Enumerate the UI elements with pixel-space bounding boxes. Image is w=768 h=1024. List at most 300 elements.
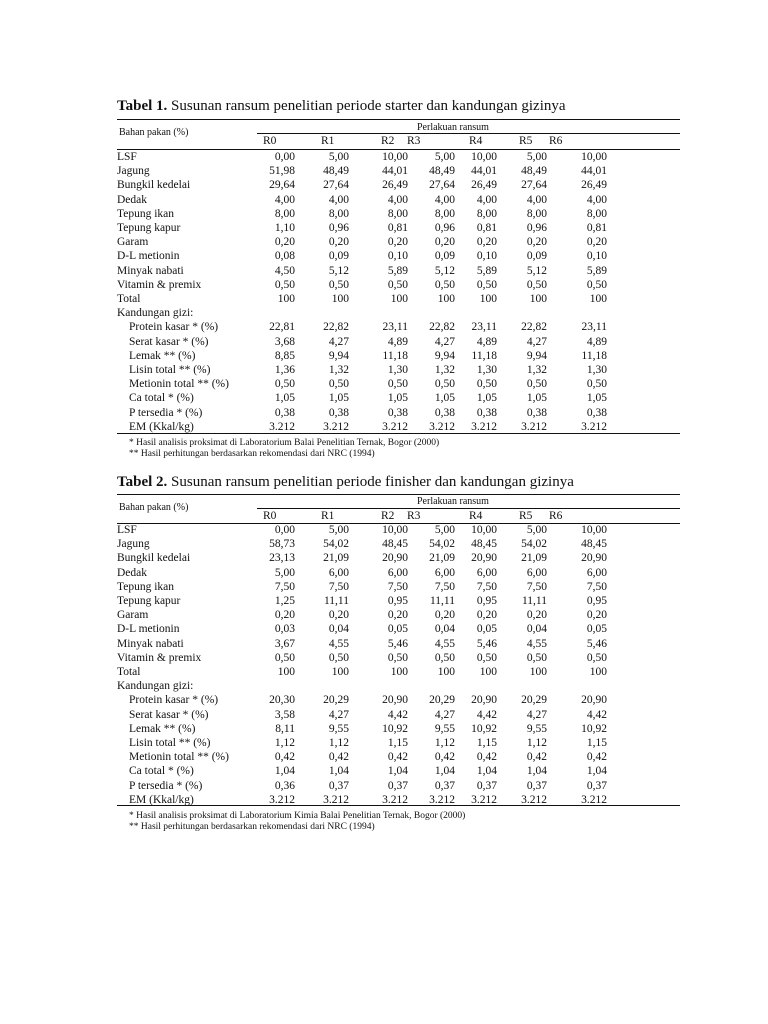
row-label: Total	[117, 293, 141, 305]
cell-r2: 1,05	[387, 392, 408, 405]
row-label: Protein kasar * (%)	[129, 694, 219, 707]
cell-r0: 0,20	[274, 609, 295, 622]
cell-r0: 0,03	[274, 623, 295, 636]
table-1-footnote-1: * Hasil analisis proksimat di Laboratorium Balai Penelitian Ternak, Bogor (2000)	[129, 438, 440, 448]
cell-r1: 1,04	[328, 765, 349, 778]
cell-r5: 0,20	[526, 609, 547, 622]
cell-r0: 23,13	[269, 552, 295, 565]
cell-r0: 8,11	[275, 722, 295, 735]
row-label: Tepung kapur	[117, 595, 181, 607]
table-1-stub-header: Bahan pakan (%)	[119, 127, 189, 138]
cell-r2: 23,11	[382, 321, 408, 334]
cell-r2: 20,90	[382, 694, 408, 707]
cell-r4: 0,38	[476, 406, 497, 419]
table-row	[117, 608, 680, 622]
cell-r2: 0,05	[387, 623, 408, 636]
cell-r5: 1,05	[526, 392, 547, 405]
cell-r4: 4,42	[476, 708, 497, 721]
table-1-top-rule	[117, 119, 680, 120]
cell-r2: 4,00	[387, 193, 408, 206]
cell-r6: 1,30	[586, 364, 607, 376]
cell-r4: 0,81	[476, 222, 497, 234]
nutrient-row	[117, 377, 680, 391]
cell-r5: 0,50	[526, 278, 547, 291]
cell-r0: 4,50	[274, 264, 295, 277]
cell-r2: 5,89	[387, 264, 408, 277]
cell-r0: 0,00	[274, 524, 295, 536]
cell-r1: 3.212	[323, 420, 349, 433]
column-header-r0: R0	[263, 510, 277, 522]
cell-r2: 44,01	[382, 165, 408, 178]
cell-r4: 100	[479, 666, 497, 678]
cell-r2: 1,04	[387, 765, 408, 778]
cell-r6: 26,49	[581, 179, 607, 192]
row-label: P tersedia * (%)	[129, 406, 203, 419]
cell-r2: 0,95	[387, 595, 408, 607]
row-label: Garam	[117, 609, 149, 622]
cell-r1: 5,00	[328, 524, 349, 536]
cell-r4: 0,05	[476, 623, 497, 636]
cell-r2: 100	[390, 293, 408, 305]
cell-r6: 100	[589, 293, 607, 305]
cell-r6: 0,81	[586, 222, 607, 234]
row-label: Serat kasar * (%)	[129, 708, 209, 721]
cell-r5: 5,00	[526, 524, 547, 536]
cell-r1: 0,50	[328, 651, 349, 664]
cell-r0: 8,85	[274, 349, 295, 362]
cell-r3: 0,50	[434, 651, 455, 664]
table-row	[117, 278, 680, 292]
cell-r0: 20,30	[269, 694, 295, 707]
cell-r3: 3.212	[429, 420, 455, 433]
cell-r0: 5,00	[274, 566, 295, 579]
cell-r1: 5,00	[328, 151, 349, 163]
row-label: Tepung ikan	[117, 207, 175, 220]
nutrient-row	[117, 764, 680, 778]
column-header-r2: R2	[381, 135, 395, 147]
cell-r0: 1,04	[274, 765, 295, 778]
cell-r4: 5,46	[476, 637, 497, 650]
cell-r0: 1,36	[274, 364, 295, 376]
cell-r5: 9,55	[526, 722, 547, 735]
cell-r3: 0,09	[434, 250, 455, 263]
column-header-r4: R4	[469, 135, 483, 147]
cell-r5: 5,00	[526, 151, 547, 163]
cell-r1: 3.212	[323, 793, 349, 806]
cell-r4: 3.212	[471, 793, 497, 806]
cell-r6: 0,37	[586, 779, 607, 792]
cell-r3: 11,11	[429, 595, 455, 607]
nutrient-row	[117, 406, 680, 420]
nutrient-section-header	[117, 679, 680, 693]
cell-r5: 0,42	[526, 751, 547, 764]
row-label: Tepung kapur	[117, 222, 181, 234]
cell-r3: 8,00	[434, 207, 455, 220]
cell-r3: 1,32	[434, 364, 455, 376]
row-label: Dedak	[117, 193, 148, 206]
table-2-number: Tabel 2.	[117, 474, 168, 490]
cell-r6: 4,89	[586, 335, 607, 348]
cell-r3: 5,00	[434, 151, 455, 163]
table-row	[117, 264, 680, 278]
table-2-caption	[117, 473, 680, 491]
cell-r2: 10,00	[382, 151, 408, 163]
cell-r3: 0,42	[434, 751, 455, 764]
cell-r4: 20,90	[471, 694, 497, 707]
cell-r6: 8,00	[586, 207, 607, 220]
cell-r3: 22,82	[429, 321, 455, 334]
cell-r6: 0,05	[586, 623, 607, 636]
cell-r6: 5,89	[586, 264, 607, 277]
cell-r0: 0,38	[274, 406, 295, 419]
cell-r5: 4,27	[526, 335, 547, 348]
table-row	[117, 193, 680, 207]
cell-r3: 4,27	[434, 708, 455, 721]
cell-r0: 1,25	[274, 595, 295, 607]
cell-r2: 1,30	[387, 364, 408, 376]
cell-r5: 1,04	[526, 765, 547, 778]
cell-r1: 20,29	[323, 694, 349, 707]
cell-r0: 0,42	[274, 751, 295, 764]
cell-r4: 3.212	[471, 420, 497, 433]
cell-r5: 22,82	[521, 321, 547, 334]
row-label: Lemak ** (%)	[129, 349, 196, 362]
table-2-group-header: Perlakuan ransum	[417, 496, 489, 507]
cell-r4: 0,50	[476, 378, 497, 391]
cell-r2: 1,15	[387, 737, 408, 749]
cell-r5: 0,37	[526, 779, 547, 792]
nutrient-row	[117, 736, 680, 750]
cell-r2: 0,50	[387, 278, 408, 291]
cell-r5: 0,09	[526, 250, 547, 263]
cell-r1: 22,82	[323, 321, 349, 334]
cell-r6: 1,05	[586, 392, 607, 405]
column-header-r5: R5	[519, 135, 533, 147]
row-label: LSF	[117, 524, 137, 536]
nutrient-row	[117, 779, 680, 793]
cell-r6: 10,00	[581, 151, 607, 163]
cell-r4: 1,30	[476, 364, 497, 376]
cell-r6: 0,20	[586, 236, 607, 249]
cell-r2: 0,50	[387, 651, 408, 664]
cell-r3: 0,20	[434, 236, 455, 249]
cell-r6: 20,90	[581, 552, 607, 565]
cell-r1: 4,00	[328, 193, 349, 206]
cell-r6: 5,46	[586, 637, 607, 650]
cell-r6: 1,15	[586, 737, 607, 749]
cell-r5: 4,55	[526, 637, 547, 650]
cell-r1: 0,50	[328, 278, 349, 291]
cell-r2: 3.212	[382, 420, 408, 433]
cell-r6: 0,42	[586, 751, 607, 764]
cell-r1: 11,11	[323, 595, 349, 607]
cell-r3: 9,94	[434, 349, 455, 362]
cell-r0: 1,12	[274, 737, 295, 749]
nutrient-row	[117, 708, 680, 722]
cell-r3: 100	[437, 293, 455, 305]
cell-r3: 20,29	[429, 694, 455, 707]
column-header-r5: R5	[519, 510, 533, 522]
table-2-group-rule	[257, 508, 680, 509]
cell-r1: 21,09	[323, 552, 349, 565]
cell-r1: 54,02	[323, 538, 349, 551]
table-1-group-rule	[257, 133, 680, 134]
cell-r6: 23,11	[581, 321, 607, 334]
row-label: Bungkil kedelai	[117, 179, 191, 192]
table-1-caption	[117, 97, 680, 115]
row-label: Ca total * (%)	[129, 765, 194, 778]
row-label: Serat kasar * (%)	[129, 335, 209, 348]
row-label: P tersedia * (%)	[129, 779, 203, 792]
cell-r1: 9,55	[328, 722, 349, 735]
cell-r2: 4,42	[387, 708, 408, 721]
cell-r0: 3,67	[274, 637, 295, 650]
table-1-title: Susunan ransum penelitian periode starter dan kandungan gizinya	[171, 98, 566, 114]
cell-r6: 0,95	[586, 595, 607, 607]
table-row	[117, 637, 680, 651]
cell-r5: 0,50	[526, 651, 547, 664]
cell-r5: 7,50	[526, 580, 547, 593]
cell-r3: 0,50	[434, 278, 455, 291]
cell-r3: 0,20	[434, 609, 455, 622]
cell-r4: 100	[479, 293, 497, 305]
cell-r5: 27,64	[521, 179, 547, 192]
cell-r1: 0,42	[328, 751, 349, 764]
cell-r4: 0,95	[476, 595, 497, 607]
nutrient-row	[117, 363, 680, 377]
cell-r6: 20,90	[581, 694, 607, 707]
table-row	[117, 150, 680, 164]
nutrient-header-label: Kandungan gizi:	[117, 307, 194, 320]
table-1-number: Tabel 1.	[117, 98, 168, 114]
cell-r5: 3.212	[521, 793, 547, 806]
cell-r1: 0,20	[328, 236, 349, 249]
cell-r5: 8,00	[526, 207, 547, 220]
cell-r6: 44,01	[581, 165, 607, 178]
cell-r1: 0,20	[328, 609, 349, 622]
row-label: LSF	[117, 151, 137, 163]
row-label: Garam	[117, 236, 149, 249]
cell-r2: 3.212	[382, 793, 408, 806]
cell-r4: 10,00	[471, 151, 497, 163]
table-2-footnote-1: * Hasil analisis proksimat di Laboratorium Kimia Balai Penelitian Ternak, Bogor (2000)	[129, 811, 466, 821]
row-label: Dedak	[117, 566, 148, 579]
cell-r0: 4,00	[274, 193, 295, 206]
cell-r1: 7,50	[328, 580, 349, 593]
cell-r6: 0,38	[586, 406, 607, 419]
row-label: Vitamin & premix	[117, 651, 202, 664]
cell-r2: 0,37	[387, 779, 408, 792]
cell-r4: 0,20	[476, 236, 497, 249]
cell-r0: 0,20	[274, 236, 295, 249]
cell-r0: 3.212	[269, 793, 295, 806]
column-header-r1: R1	[321, 135, 335, 147]
cell-r3: 4,00	[434, 193, 455, 206]
cell-r0: 0,00	[274, 151, 295, 163]
cell-r6: 3.212	[581, 420, 607, 433]
cell-r3: 1,12	[434, 737, 455, 749]
cell-r3: 7,50	[434, 580, 455, 593]
table-row	[117, 537, 680, 551]
column-header-r3: R3	[407, 135, 421, 147]
cell-r4: 1,04	[476, 765, 497, 778]
cell-r6: 6,00	[586, 566, 607, 579]
cell-r5: 4,00	[526, 193, 547, 206]
cell-r6: 4,42	[586, 708, 607, 721]
table-row	[117, 249, 680, 263]
cell-r6: 3.212	[581, 793, 607, 806]
cell-r3: 0,50	[434, 378, 455, 391]
cell-r2: 11,18	[382, 349, 408, 362]
cell-r3: 27,64	[429, 179, 455, 192]
cell-r0: 0,08	[274, 250, 295, 263]
cell-r1: 1,12	[328, 737, 349, 749]
cell-r1: 100	[331, 666, 349, 678]
cell-r1: 0,37	[328, 779, 349, 792]
cell-r3: 100	[437, 666, 455, 678]
cell-r1: 1,32	[328, 364, 349, 376]
cell-r5: 11,11	[521, 595, 547, 607]
row-label: Metionin total ** (%)	[129, 751, 229, 764]
table-2	[117, 473, 680, 833]
nutrient-row	[117, 320, 680, 334]
cell-r0: 51,98	[269, 165, 295, 178]
cell-r2: 4,89	[387, 335, 408, 348]
row-label: Minyak nabati	[117, 637, 184, 650]
cell-r0: 7,50	[274, 580, 295, 593]
row-label: Protein kasar * (%)	[129, 321, 219, 334]
cell-r5: 20,29	[521, 694, 547, 707]
cell-r0: 0,50	[274, 651, 295, 664]
cell-r2: 10,92	[382, 722, 408, 735]
cell-r2: 48,45	[382, 538, 408, 551]
row-label: D-L metionin	[117, 250, 180, 263]
table-row	[117, 622, 680, 636]
cell-r0: 3,68	[274, 335, 295, 348]
cell-r3: 21,09	[429, 552, 455, 565]
table-row	[117, 651, 680, 665]
cell-r0: 1,10	[274, 222, 295, 234]
cell-r4: 0,50	[476, 651, 497, 664]
cell-r1: 0,09	[328, 250, 349, 263]
cell-r2: 26,49	[382, 179, 408, 192]
cell-r6: 10,00	[581, 524, 607, 536]
column-header-r6: R6	[549, 510, 563, 522]
cell-r4: 20,90	[471, 552, 497, 565]
column-header-r6: R6	[549, 135, 563, 147]
row-label: EM (Kkal/kg)	[129, 420, 194, 433]
row-label: Jagung	[117, 165, 150, 178]
cell-r4: 10,00	[471, 524, 497, 536]
cell-r2: 100	[390, 666, 408, 678]
cell-r5: 1,12	[526, 737, 547, 749]
row-label: Ca total * (%)	[129, 392, 194, 405]
cell-r0: 8,00	[274, 207, 295, 220]
row-label: EM (Kkal/kg)	[129, 793, 194, 806]
table-row	[117, 292, 680, 306]
row-label: D-L metionin	[117, 623, 180, 636]
table-row	[117, 207, 680, 221]
cell-r1: 4,27	[328, 335, 349, 348]
cell-r3: 3.212	[429, 793, 455, 806]
table-2-title: Susunan ransum penelitian periode finisher dan kandungan gizinya	[171, 474, 574, 490]
cell-r0: 3.212	[269, 420, 295, 433]
cell-r4: 0,37	[476, 779, 497, 792]
cell-r4: 6,00	[476, 566, 497, 579]
cell-r0: 0,50	[274, 378, 295, 391]
cell-r6: 4,00	[586, 193, 607, 206]
cell-r3: 0,37	[434, 779, 455, 792]
cell-r5: 100	[529, 293, 547, 305]
nutrient-row	[117, 349, 680, 363]
row-label: Jagung	[117, 538, 150, 551]
table-1	[117, 97, 680, 457]
cell-r5: 100	[529, 666, 547, 678]
cell-r1: 0,50	[328, 378, 349, 391]
nutrient-row	[117, 722, 680, 736]
cell-r3: 9,55	[434, 722, 455, 735]
cell-r6: 48,45	[581, 538, 607, 551]
nutrient-header-label: Kandungan gizi:	[117, 680, 194, 693]
cell-r5: 0,96	[526, 222, 547, 234]
table-row	[117, 580, 680, 594]
cell-r2: 0,50	[387, 378, 408, 391]
row-label: Lisin total ** (%)	[129, 737, 211, 749]
table-row	[117, 523, 680, 537]
cell-r2: 20,90	[382, 552, 408, 565]
table-1-footnote-2: ** Hasil perhitungan berdasarkan rekomendasi dari NRC (1994)	[129, 449, 375, 459]
row-label: Lisin total ** (%)	[129, 364, 211, 376]
row-label: Vitamin & premix	[117, 278, 202, 291]
cell-r1: 100	[331, 293, 349, 305]
nutrient-row	[117, 750, 680, 764]
table-row	[117, 235, 680, 249]
cell-r6: 0,50	[586, 278, 607, 291]
cell-r0: 1,05	[274, 392, 295, 405]
cell-r2: 0,42	[387, 751, 408, 764]
nutrient-row	[117, 793, 680, 807]
cell-r5: 0,50	[526, 378, 547, 391]
cell-r6: 1,04	[586, 765, 607, 778]
cell-r1: 0,38	[328, 406, 349, 419]
cell-r4: 8,00	[476, 207, 497, 220]
row-label: Tepung ikan	[117, 580, 175, 593]
nutrient-row	[117, 391, 680, 405]
cell-r5: 21,09	[521, 552, 547, 565]
table-row	[117, 221, 680, 235]
cell-r1: 5,12	[328, 264, 349, 277]
cell-r1: 27,64	[323, 179, 349, 192]
cell-r2: 10,00	[382, 524, 408, 536]
column-header-r2: R2	[381, 510, 395, 522]
cell-r2: 0,20	[387, 609, 408, 622]
cell-r6: 0,50	[586, 651, 607, 664]
cell-r3: 4,27	[434, 335, 455, 348]
cell-r6: 11,18	[581, 349, 607, 362]
row-label: Total	[117, 666, 141, 678]
cell-r0: 100	[277, 666, 295, 678]
cell-r4: 0,20	[476, 609, 497, 622]
cell-r4: 4,89	[476, 335, 497, 348]
cell-r3: 6,00	[434, 566, 455, 579]
cell-r0: 0,36	[274, 779, 295, 792]
row-label: Minyak nabati	[117, 264, 184, 277]
cell-r1: 4,55	[328, 637, 349, 650]
table-row	[117, 665, 680, 679]
cell-r5: 1,32	[526, 364, 547, 376]
cell-r1: 9,94	[328, 349, 349, 362]
cell-r3: 1,04	[434, 765, 455, 778]
